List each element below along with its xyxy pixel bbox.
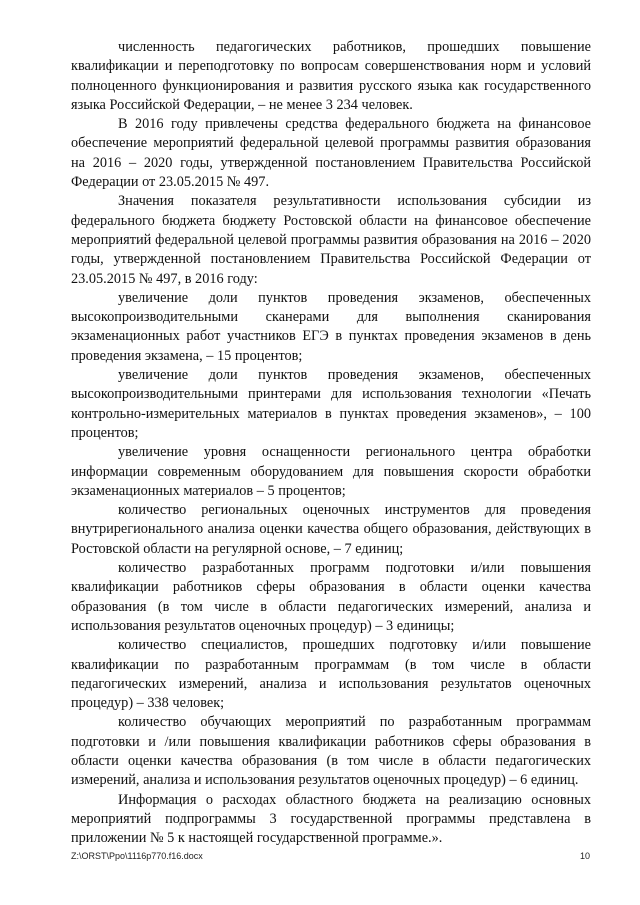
- document-body: [71, 38, 591, 848]
- indicator-regional-center-equipment: увеличение уровня оснащенности регионального центра обработки информации современным оборудованием для повышения скорости обработки экзаменационных материалов – 5 процентов;: [71, 444, 591, 499]
- indicator-scanners: увеличение доли пунктов проведения экзаменов, обеспеченных высокопроизводительными сканерами для выполнения сканирования экзаменационных работ участников ЕГЭ в пунктах проведения экзаменов в день проведения экзамена, – 15 процентов;: [71, 289, 591, 364]
- indicator-assessment-tools: количество региональных оценочных инструментов для проведения внутрирегионального анализа оценки качества общего образования, действующих в Ростовской области на регулярной основе, – 7 единиц;: [71, 502, 591, 557]
- paragraph-regional-budget-info: Информация о расходах областного бюджета на реализацию основных мероприятий подпрограммы 3 государственной программы представлена в приложении № 5 к настоящей государственной программе.».: [71, 791, 591, 847]
- footer-file-path: Z:\ORST\Ppo\1116p770.f16.docx: [71, 851, 203, 861]
- indicator-training-events: количество обучающих мероприятий по разработанным программам подготовки и /или повышения квалификации работников сферы образования в области оценки качества образования (в том числе в области педагогических измерений, анализа и использования результатов оценочных процедур) – 6 единиц.: [71, 714, 591, 789]
- paragraph-federal-funds-2016: В 2016 году привлечены средства федерального бюджета на финансовое обеспечение мероприятий федеральной целевой программы развития образования на 2016 – 2020 годы, утвержденной постановлением Правительства Российской Федерации от 23.05.2015 № 497.: [71, 116, 591, 191]
- paragraph-teacher-training: численность педагогических работников, прошедших повышение квалификации и переподготовку по вопросам совершенствования норм и условий полноценного функционирования и развития русского языка как государственного языка Российской Федерации, – не менее 3 234 человек.: [71, 39, 591, 113]
- indicator-trained-specialists: количество специалистов, прошедших подготовку и/или повышение квалификации по разработанным программам (в том числе в области педагогических измерений, анализа и использования результатов оценочных процедур) – 338 человек;: [71, 637, 591, 712]
- indicator-printers: увеличение доли пунктов проведения экзаменов, обеспеченных высокопроизводительными принтерами для использования технологии «Печать контрольно-измерительных материалов в пунктах проведения экзаменов», – 100 процентов;: [71, 367, 591, 441]
- paragraph-subsidy-indicators-intro: Значения показателя результативности использования субсидии из федерального бюджета бюджету Ростовской области на финансовое обеспечение мероприятий федеральной целевой программы развития образования на 2016 – 2020 годы, утвержденной постановлением Правительства Российской Федерации от 23.05.2015 № 497, в 2016 году:: [71, 193, 591, 287]
- indicator-training-programs: количество разработанных программ подготовки и/или повышения квалификации работников сферы образования в области оценки качества образования (в том числе в области педагогических измерений, анализа и использования результатов оценочных процедур) – 3 единицы;: [71, 560, 591, 634]
- page-number: 10: [579, 851, 590, 861]
